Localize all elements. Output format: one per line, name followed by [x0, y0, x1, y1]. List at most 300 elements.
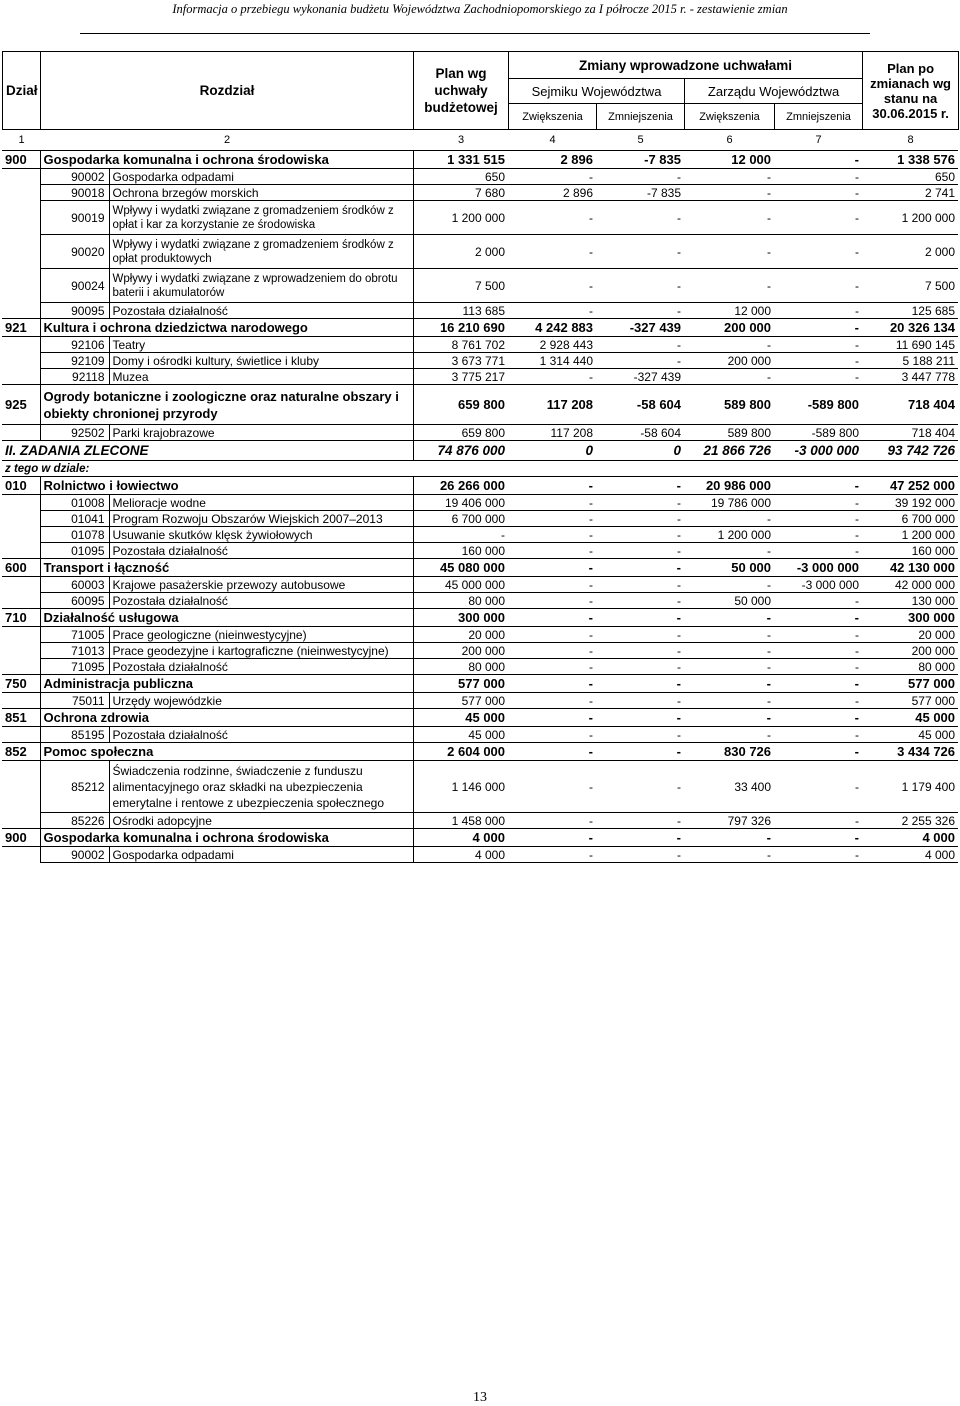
value-cell: 300 000	[413, 609, 508, 627]
rozdzial-row	[2, 201, 958, 235]
dzial-row	[2, 319, 958, 337]
rozdzial-name: Ośrodki adopcyjne	[109, 813, 413, 829]
value-cell: 117 208	[508, 425, 596, 441]
col-zmniejszenia-sejmik: Zmniejszenia	[597, 104, 685, 130]
rozdzial-code: 60095	[40, 593, 109, 609]
value-cell: -	[596, 709, 684, 727]
section-row	[2, 441, 958, 461]
value-cell: 1 458 000	[413, 813, 508, 829]
value-cell: -	[508, 693, 596, 709]
rozdzial-code: 90002	[40, 169, 109, 185]
value-cell: 2 928 443	[508, 337, 596, 353]
dzial-row	[2, 675, 958, 693]
value-cell: -	[596, 593, 684, 609]
value-cell: -	[508, 727, 596, 743]
dzial-row	[2, 559, 958, 577]
value-cell: 130 000	[862, 593, 958, 609]
dzial-code: 925	[2, 385, 40, 425]
dzial-row	[2, 743, 958, 761]
rozdzial-code: 90019	[40, 201, 109, 235]
dzial-code: 750	[2, 675, 40, 693]
value-cell: 1 146 000	[413, 761, 508, 813]
value-cell: 1 200 000	[413, 201, 508, 235]
indent-cell	[2, 369, 40, 385]
col-zwiekszenia-zarzad: Zwiększenia	[685, 104, 775, 130]
indent-cell	[2, 169, 40, 185]
value-cell: -	[508, 627, 596, 643]
value-cell: 2 604 000	[413, 743, 508, 761]
rozdzial-code: 01078	[40, 527, 109, 543]
value-cell: -	[508, 235, 596, 269]
value-cell: -	[774, 169, 862, 185]
value-cell: -	[508, 543, 596, 559]
dzial-name: Transport i łączność	[40, 559, 413, 577]
value-cell: -327 439	[596, 369, 684, 385]
section-name: II. ZADANIA ZLECONE	[2, 441, 413, 461]
value-cell: 3 673 771	[413, 353, 508, 369]
rozdzial-code: 90018	[40, 185, 109, 201]
rozdzial-code: 60003	[40, 577, 109, 593]
value-cell: -3 000 000	[774, 577, 862, 593]
value-cell: -	[596, 609, 684, 627]
value-cell: 659 800	[413, 385, 508, 425]
value-cell: 11 690 145	[862, 337, 958, 353]
value-cell: -	[596, 337, 684, 353]
rozdzial-code: 85226	[40, 813, 109, 829]
value-cell: -	[508, 813, 596, 829]
indent-cell	[2, 693, 40, 709]
rozdzial-row	[2, 425, 958, 441]
value-cell: -	[596, 577, 684, 593]
value-cell: 718 404	[862, 385, 958, 425]
dzial-name: Ogrody botaniczne i zoologiczne oraz naturalne obszary i obiekty chronionej przyrody	[40, 385, 413, 425]
z-tego-row	[2, 461, 958, 477]
value-cell: 1 179 400	[862, 761, 958, 813]
col-number: 3	[457, 134, 465, 147]
value-cell: 1 200 000	[862, 201, 958, 235]
rozdzial-code: 01095	[40, 543, 109, 559]
column-header-table	[2, 51, 959, 151]
indent-cell	[2, 425, 40, 441]
dzial-name: Kultura i ochrona dziedzictwa narodowego	[40, 319, 413, 337]
rozdzial-name: Prace geodezyjne i kartograficzne (nieinwestycyjne)	[109, 643, 413, 659]
indent-cell	[2, 727, 40, 743]
value-cell: 2 000	[413, 235, 508, 269]
value-cell: 21 866 726	[684, 441, 774, 461]
rozdzial-code: 71013	[40, 643, 109, 659]
rozdzial-code: 01041	[40, 511, 109, 527]
col-plan: Plan wg uchwały budżetowej	[414, 52, 509, 130]
rozdzial-name: Gospodarka odpadami	[109, 847, 413, 863]
dzial-row	[2, 385, 958, 425]
value-cell: 830 726	[684, 743, 774, 761]
rozdzial-name: Parki krajobrazowe	[109, 425, 413, 441]
value-cell: -	[774, 185, 862, 201]
value-cell: -327 439	[596, 319, 684, 337]
indent-cell	[2, 527, 40, 543]
value-cell: -	[774, 201, 862, 235]
rozdzial-row	[2, 235, 958, 269]
value-cell: -	[508, 577, 596, 593]
value-cell: -	[596, 643, 684, 659]
value-cell: 589 800	[684, 425, 774, 441]
value-cell: -	[774, 813, 862, 829]
col-number: 7	[815, 134, 822, 147]
value-cell: -	[774, 829, 862, 847]
value-cell: -	[684, 675, 774, 693]
dzial-name: Rolnictwo i łowiectwo	[40, 477, 413, 495]
rozdzial-name: Pozostała działalność	[109, 303, 413, 319]
value-cell: 2 896	[508, 185, 596, 201]
value-cell: -7 835	[596, 151, 684, 169]
value-cell: -	[596, 543, 684, 559]
dzial-name: Administracja publiczna	[40, 675, 413, 693]
value-cell: -	[508, 829, 596, 847]
rozdzial-name: Usuwanie skutków klęsk żywiołowych	[109, 527, 413, 543]
value-cell: -	[596, 627, 684, 643]
rozdzial-name: Pozostała działalność	[109, 593, 413, 609]
dzial-name: Ochrona zdrowia	[40, 709, 413, 727]
value-cell: 45 000	[862, 709, 958, 727]
value-cell: 39 192 000	[862, 495, 958, 511]
value-cell: 200 000	[413, 643, 508, 659]
value-cell: -	[774, 527, 862, 543]
value-cell: -	[508, 559, 596, 577]
value-cell: -	[684, 847, 774, 863]
rozdzial-row	[2, 659, 958, 675]
value-cell: -	[684, 627, 774, 643]
dzial-code: 010	[2, 477, 40, 495]
value-cell: 6 700 000	[413, 511, 508, 527]
rozdzial-row	[2, 527, 958, 543]
value-cell: -	[596, 495, 684, 511]
rozdzial-name: Pozostała działalność	[109, 659, 413, 675]
col-number: 8	[907, 134, 914, 147]
value-cell: 7 500	[862, 269, 958, 303]
indent-cell	[2, 643, 40, 659]
rozdzial-code: 90024	[40, 269, 109, 303]
rozdzial-row	[2, 511, 958, 527]
rozdzial-code: 90095	[40, 303, 109, 319]
value-cell: 42 130 000	[862, 559, 958, 577]
value-cell: 3 447 778	[862, 369, 958, 385]
rozdzial-row	[2, 353, 958, 369]
rozdzial-row	[2, 269, 958, 303]
rozdzial-name: Melioracje wodne	[109, 495, 413, 511]
value-cell: 4 000	[413, 847, 508, 863]
value-cell: -	[684, 609, 774, 627]
value-cell: -	[596, 235, 684, 269]
value-cell: 45 000	[413, 709, 508, 727]
value-cell: 577 000	[862, 675, 958, 693]
value-cell: -	[508, 477, 596, 495]
value-cell: -	[774, 727, 862, 743]
value-cell: 80 000	[862, 659, 958, 675]
value-cell: 45 000 000	[413, 577, 508, 593]
rozdzial-code: 92118	[40, 369, 109, 385]
value-cell: 300 000	[862, 609, 958, 627]
value-cell: -	[774, 319, 862, 337]
value-cell: -	[774, 743, 862, 761]
dzial-code: 710	[2, 609, 40, 627]
rozdzial-row	[2, 643, 958, 659]
value-cell: 577 000	[413, 675, 508, 693]
rozdzial-name: Urzędy wojewódzkie	[109, 693, 413, 709]
rozdzial-code: 92106	[40, 337, 109, 353]
dzial-code: 852	[2, 743, 40, 761]
value-cell: 1 338 576	[862, 151, 958, 169]
value-cell: -	[774, 643, 862, 659]
rozdzial-name: Prace geologiczne (nieinwestycyjne)	[109, 627, 413, 643]
value-cell: 45 080 000	[413, 559, 508, 577]
rozdzial-code: 75011	[40, 693, 109, 709]
value-cell: -7 835	[596, 185, 684, 201]
value-cell: 4 000	[862, 847, 958, 863]
value-cell: -3 000 000	[774, 559, 862, 577]
value-cell: -	[774, 303, 862, 319]
value-cell: -	[596, 169, 684, 185]
indent-cell	[2, 627, 40, 643]
indent-cell	[2, 847, 40, 863]
rozdzial-name: Wpływy i wydatki związane z wprowadzeniem do obrotu baterii i akumulatorów	[109, 269, 413, 303]
rozdzial-code: 92109	[40, 353, 109, 369]
value-cell: 20 000	[862, 627, 958, 643]
rozdzial-row	[2, 593, 958, 609]
value-cell: -	[684, 185, 774, 201]
col-dzial: Dział	[3, 52, 41, 130]
value-cell: -	[774, 269, 862, 303]
value-cell: -	[684, 543, 774, 559]
value-cell: -	[596, 675, 684, 693]
rozdzial-name: Program Rozwoju Obszarów Wiejskich 2007–2013	[109, 511, 413, 527]
value-cell: -	[508, 659, 596, 675]
value-cell: -	[596, 659, 684, 675]
value-cell: -	[774, 761, 862, 813]
value-cell: 80 000	[413, 593, 508, 609]
value-cell: 20 326 134	[862, 319, 958, 337]
rozdzial-name: Pozostała działalność	[109, 727, 413, 743]
value-cell: -	[774, 337, 862, 353]
value-cell: -	[596, 761, 684, 813]
rozdzial-name: Wpływy i wydatki związane z gromadzeniem środków z opłat i kar za korzystanie ze środowiska	[109, 201, 413, 235]
value-cell: -58 604	[596, 425, 684, 441]
value-cell: 589 800	[684, 385, 774, 425]
value-cell: -	[684, 693, 774, 709]
col-zwiekszenia-sejmik: Zwiększenia	[509, 104, 597, 130]
value-cell: 4 242 883	[508, 319, 596, 337]
value-cell: -	[684, 727, 774, 743]
value-cell: -	[508, 847, 596, 863]
value-cell: -	[596, 693, 684, 709]
value-cell: 19 406 000	[413, 495, 508, 511]
value-cell: -	[596, 813, 684, 829]
rozdzial-row	[2, 693, 958, 709]
value-cell: 50 000	[684, 593, 774, 609]
value-cell: 19 786 000	[684, 495, 774, 511]
value-cell: 4 000	[413, 829, 508, 847]
col-number: 4	[549, 134, 556, 147]
value-cell: -	[684, 709, 774, 727]
value-cell: 12 000	[684, 151, 774, 169]
dzial-row	[2, 609, 958, 627]
indent-cell	[2, 235, 40, 269]
value-cell: -	[774, 593, 862, 609]
value-cell: -	[508, 511, 596, 527]
value-cell: -	[774, 659, 862, 675]
rozdzial-name: Teatry	[109, 337, 413, 353]
value-cell: -	[684, 511, 774, 527]
dzial-row	[2, 151, 958, 169]
value-cell: 42 000 000	[862, 577, 958, 593]
indent-cell	[2, 659, 40, 675]
value-cell: 33 400	[684, 761, 774, 813]
rozdzial-row	[2, 761, 958, 813]
rozdzial-name: Pozostała działalność	[109, 543, 413, 559]
value-cell: -	[508, 527, 596, 543]
dzial-row	[2, 829, 958, 847]
value-cell: -	[684, 577, 774, 593]
value-cell: -	[774, 709, 862, 727]
value-cell: -	[684, 235, 774, 269]
value-cell: -589 800	[774, 425, 862, 441]
value-cell: 650	[413, 169, 508, 185]
indent-cell	[2, 813, 40, 829]
value-cell: -	[774, 151, 862, 169]
value-cell: 4 000	[862, 829, 958, 847]
rozdzial-row	[2, 369, 958, 385]
value-cell: 74 876 000	[413, 441, 508, 461]
rozdzial-code: 90020	[40, 235, 109, 269]
document-header-title: Informacja o przebiegu wykonania budżetu Województwa Zachodniopomorskiego za I półrocze 2015 r. - zestawienie zmian	[172, 2, 788, 16]
value-cell: -	[508, 643, 596, 659]
value-cell: -	[684, 659, 774, 675]
rozdzial-row	[2, 337, 958, 353]
col-zmiany: Zmiany wprowadzone uchwałami	[509, 52, 863, 79]
value-cell: -	[684, 169, 774, 185]
rozdzial-name: Muzea	[109, 369, 413, 385]
value-cell: 7 680	[413, 185, 508, 201]
value-cell: 1 331 515	[413, 151, 508, 169]
indent-cell	[2, 593, 40, 609]
rozdzial-name: Krajowe pasażerskie przewozy autobusowe	[109, 577, 413, 593]
value-cell: -	[774, 693, 862, 709]
value-cell: 80 000	[413, 659, 508, 675]
value-cell: 2 896	[508, 151, 596, 169]
dzial-row	[2, 709, 958, 727]
rozdzial-name: Świadczenia rodzinne, świadczenie z funduszu alimentacyjnego oraz składki na ubezpieczenia emerytalne i rentowe z ubezpieczenia społecznego	[109, 761, 413, 813]
indent-cell	[2, 201, 40, 235]
value-cell: -	[774, 235, 862, 269]
value-cell: 160 000	[862, 543, 958, 559]
value-cell: -	[508, 609, 596, 627]
value-cell: -	[596, 511, 684, 527]
value-cell: -	[508, 593, 596, 609]
value-cell: -	[774, 609, 862, 627]
value-cell: 93 742 726	[862, 441, 958, 461]
value-cell: 2 255 326	[862, 813, 958, 829]
value-cell: 1 200 000	[684, 527, 774, 543]
value-cell: 659 800	[413, 425, 508, 441]
value-cell: -	[774, 477, 862, 495]
col-sejmik: Sejmiku Województwa	[509, 79, 685, 104]
header-rule	[80, 33, 870, 34]
value-cell: 45 000	[413, 727, 508, 743]
value-cell: 3 775 217	[413, 369, 508, 385]
value-cell: -	[596, 743, 684, 761]
rozdzial-code: 71095	[40, 659, 109, 675]
value-cell: -	[508, 495, 596, 511]
value-cell: 160 000	[413, 543, 508, 559]
value-cell: -	[684, 369, 774, 385]
value-cell: 0	[508, 441, 596, 461]
value-cell: 1 200 000	[862, 527, 958, 543]
value-cell: -	[596, 847, 684, 863]
col-plan-po: Plan po zmianach wg stanu na 30.06.2015 r.	[863, 52, 959, 130]
value-cell: -3 000 000	[774, 441, 862, 461]
col-rozdzial: Rozdział	[41, 52, 414, 130]
value-cell: 125 685	[862, 303, 958, 319]
value-cell: 45 000	[862, 727, 958, 743]
rozdzial-name: Ochrona brzegów morskich	[109, 185, 413, 201]
value-cell: 6 700 000	[862, 511, 958, 527]
value-cell: -	[774, 511, 862, 527]
rozdzial-code: 01008	[40, 495, 109, 511]
dzial-row	[2, 477, 958, 495]
dzial-name: Pomoc społeczna	[40, 743, 413, 761]
value-cell: -	[684, 269, 774, 303]
value-cell: 2 000	[862, 235, 958, 269]
value-cell: 117 208	[508, 385, 596, 425]
value-cell: -	[774, 353, 862, 369]
rozdzial-name: Gospodarka odpadami	[109, 169, 413, 185]
value-cell: 5 188 211	[862, 353, 958, 369]
value-cell: -	[596, 727, 684, 743]
rozdzial-row	[2, 495, 958, 511]
indent-cell	[2, 353, 40, 369]
value-cell: -	[774, 543, 862, 559]
value-cell: -	[508, 675, 596, 693]
value-cell: 20 000	[413, 627, 508, 643]
value-cell: 26 266 000	[413, 477, 508, 495]
value-cell: 12 000	[684, 303, 774, 319]
col-number: 1	[18, 134, 25, 147]
col-number: 5	[637, 134, 644, 147]
rozdzial-row	[2, 543, 958, 559]
value-cell: -	[596, 303, 684, 319]
dzial-code: 600	[2, 559, 40, 577]
indent-cell	[2, 577, 40, 593]
value-cell: 577 000	[862, 693, 958, 709]
rozdzial-row	[2, 727, 958, 743]
rozdzial-row	[2, 847, 958, 863]
value-cell: -	[508, 201, 596, 235]
value-cell: -	[596, 269, 684, 303]
col-zmniejszenia-zarzad: Zmniejszenia	[775, 104, 863, 130]
value-cell: 2 741	[862, 185, 958, 201]
indent-cell	[2, 185, 40, 201]
dzial-code: 900	[2, 829, 40, 847]
value-cell: 3 434 726	[862, 743, 958, 761]
value-cell: -	[413, 527, 508, 543]
indent-cell	[2, 303, 40, 319]
value-cell: -	[774, 627, 862, 643]
value-cell: 16 210 690	[413, 319, 508, 337]
value-cell: -	[596, 527, 684, 543]
dzial-code: 921	[2, 319, 40, 337]
col-number: 6	[726, 134, 733, 147]
value-cell: -589 800	[774, 385, 862, 425]
value-cell: 50 000	[684, 559, 774, 577]
